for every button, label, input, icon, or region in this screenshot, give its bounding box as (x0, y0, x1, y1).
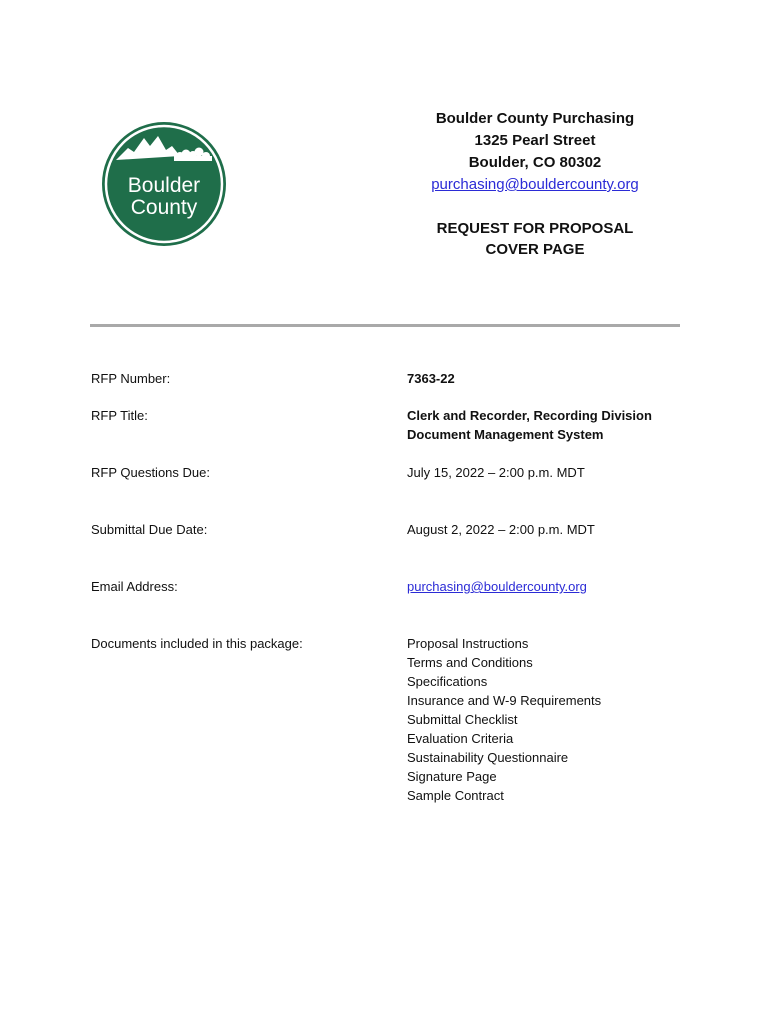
document-item: Insurance and W-9 Requirements (407, 693, 602, 708)
org-street: 1325 Pearl Street (474, 132, 596, 149)
document-item: Sample Contract (407, 788, 504, 803)
rfp-title-value-line1: Clerk and Recorder, Recording Division (407, 408, 652, 423)
email-label: Email Address: (91, 579, 178, 594)
rfp-title-label: RFP Title: (91, 408, 148, 423)
document-item: Evaluation Criteria (407, 731, 514, 746)
header-email-link[interactable]: purchasing@bouldercounty.org (431, 176, 639, 193)
email-link[interactable]: purchasing@bouldercounty.org (407, 579, 587, 594)
document-item: Submittal Checklist (407, 712, 518, 727)
rfp-heading-line2: COVER PAGE (485, 241, 585, 258)
logo-text-county: County (130, 196, 198, 219)
rfp-number-value: 7363-22 (407, 371, 455, 386)
rfp-title-value (407, 406, 697, 444)
document-item: Specifications (407, 674, 488, 689)
submittal-due-value: August 2, 2022 – 2:00 p.m. MDT (407, 522, 595, 537)
questions-due-value: July 15, 2022 – 2:00 p.m. MDT (407, 465, 585, 480)
horizontal-divider (90, 324, 680, 327)
rfp-title-value-line2: Document Management System (407, 427, 604, 442)
documents-label: Documents included in this package: (91, 636, 303, 651)
document-item: Terms and Conditions (407, 655, 533, 670)
boulder-county-logo (88, 108, 240, 260)
rfp-heading (400, 218, 670, 260)
logo-text-boulder: Boulder (127, 174, 201, 197)
header-block (400, 108, 670, 260)
document-item: Sustainability Questionnaire (407, 750, 569, 765)
submittal-due-label: Submittal Due Date: (91, 522, 208, 537)
document-item: Proposal Instructions (407, 636, 529, 651)
rfp-number-label: RFP Number: (91, 371, 171, 386)
questions-due-label: RFP Questions Due: (91, 465, 210, 480)
org-city: Boulder, CO 80302 (468, 154, 602, 171)
documents-list (407, 634, 697, 805)
rfp-heading-line1: REQUEST FOR PROPOSAL (436, 220, 634, 237)
org-name: Boulder County Purchasing (435, 110, 635, 127)
document-item: Signature Page (407, 769, 497, 784)
